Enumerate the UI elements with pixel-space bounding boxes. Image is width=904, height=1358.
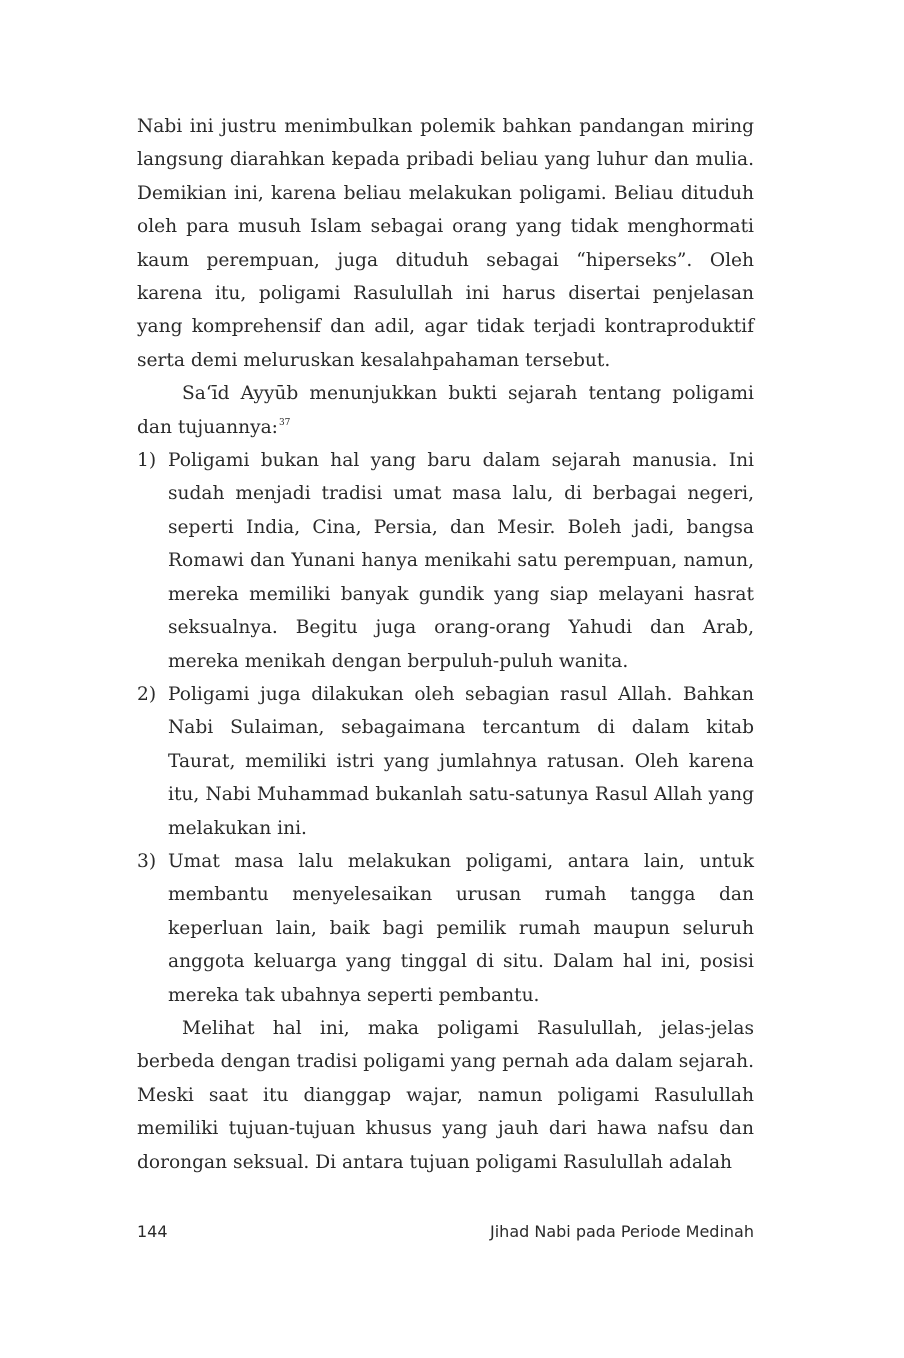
paragraph-2 [137,377,754,444]
list-item-text: Poligami juga dilakukan oleh sebagian rasul Allah. Bahkan Nabi Sulaiman, sebagaimana tercantum di dalam kitab Taurat, memiliki istri yang jumlahnya ratusan. Oleh karena itu, Nabi Muhammad bukanlah satu-satunya Rasul Allah yang melakukan ini. [168,683,754,839]
page-number: 144 [137,1222,168,1241]
paragraph-2-text: Sa‘īd Ayyūb menunjukkan bukti sejarah tentang poligami dan tujuannya: [137,383,754,438]
running-title: Jihad Nabi pada Periode Medinah [490,1222,754,1241]
numbered-list [137,444,754,1012]
list-item-text: Umat masa lalu melakukan poligami, antara lain, untuk membantu menyelesaikan urusan rumah tangga dan keperluan lain, baik bagi pemilik rumah maupun seluruh anggota keluarga yang tinggal di situ. Dalam hal ini, posisi mereka tak ubahnya seperti pembantu. [168,850,754,1006]
page-footer [137,1222,754,1250]
list-item-number: 1) [137,450,157,472]
list-item-text: Poligami bukan hal yang baru dalam sejarah manusia. Ini sudah menjadi tradisi umat masa lalu, di berbagai negeri, seperti India, Cina, Persia, dan Mesir. Boleh jadi, bangsa Romawi dan Yunani hanya menikahi satu perempuan, namun, mereka memiliki banyak gundik yang siap melayani hasrat seksualnya. Begitu juga orang-orang Yahudi dan Arab, mereka menikah dengan berpuluh-puluh wanita. [168,450,754,672]
list-item-number: 3) [137,850,157,872]
list-item-number: 2) [137,683,157,705]
footnote-marker: 37 [278,417,291,428]
paragraph-1: Nabi ini justru menimbulkan polemik bahkan pandangan miring langsung diarahkan kepada pribadi beliau yang luhur dan mulia. Demikian ini, karena beliau melakukan poligami. Beliau dituduh oleh para musuh Islam sebagai orang yang tidak menghormati kaum perempuan, juga dituduh sebagai “hiperseks”. Oleh karena itu, poligami Rasulullah ini harus disertai penjelasan yang komprehensif dan adil, agar tidak terjadi kontraproduktif serta demi meluruskan kesalahpahaman tersebut. [137,116,754,371]
list-item [137,845,754,1012]
list-item [137,444,754,678]
body-text [137,110,754,1179]
paragraph-3: Melihat hal ini, maka poligami Rasulullah, jelas-jelas berbeda dengan tradisi poligami yang pernah ada dalam sejarah. Meski saat itu dianggap wajar, namun poligami Rasulullah memiliki tujuan-tujuan khusus yang jauh dari hawa nafsu dan dorongan seksual. Di antara tujuan poligami Rasulullah adalah [137,1017,754,1173]
list-item [137,678,754,845]
